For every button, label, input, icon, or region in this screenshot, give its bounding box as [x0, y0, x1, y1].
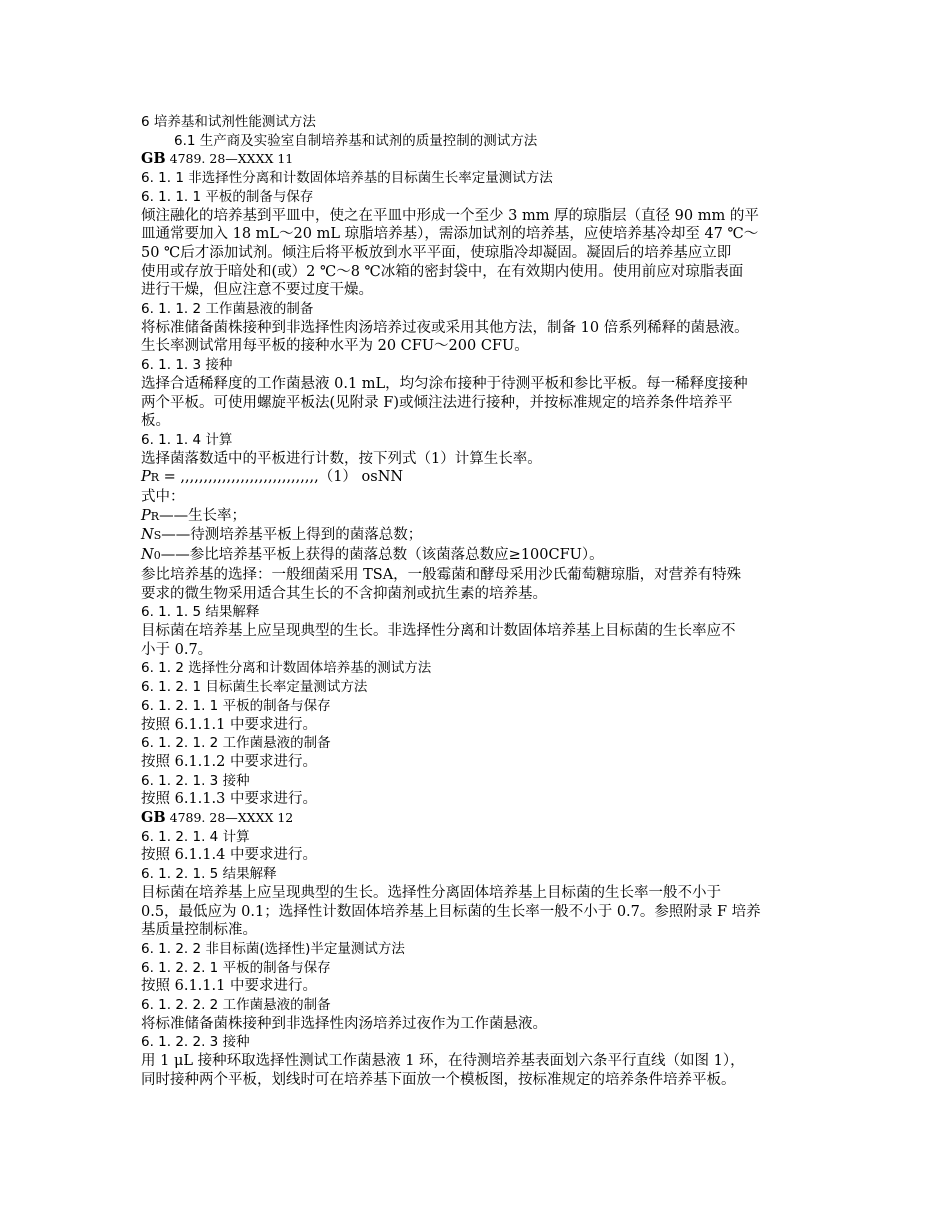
body-text-line: 皿通常要加入 18 mL～20 mL 琼脂培养基），需添加试剂的培养基，应使培养基冷却至 47 ℃～ [141, 226, 759, 243]
symbol-definition [141, 526, 809, 546]
symbol-subscript: R [150, 471, 160, 485]
body-text-line: 式中： [141, 489, 185, 506]
gb-label: GB [141, 150, 166, 168]
section-heading: 6. 1. 2. 1. 4 计算 [141, 828, 250, 845]
body-text-line: 按照 6.1.1.4 中要求进行。 [141, 847, 317, 864]
body-text-line: 要求的微生物采用适合其生长的不含抑菌剂或抗生素的培养基。 [141, 585, 547, 602]
body-text-line: 倾注融化的培养基到平皿中，使之在平皿中形成一个至少 3 mm 厚的琼脂层（直径 90 mm 的平 [141, 207, 759, 224]
body-text-line: 按照 6.1.1.1 中要求进行。 [141, 978, 317, 995]
body-text-line: 50 ℃后才添加试剂。倾注后将平板放到水平平面，使琼脂冷却凝固。凝固后的培养基应立即 [141, 244, 732, 261]
body-text-line: 进行干燥，但应注意不要过度干燥。 [141, 282, 373, 299]
body-text-line: 使用或存放于暗处和(或）2 ℃～8 ℃冰箱的密封袋中，在有效期内使用。使用前应对琼脂表面 [141, 263, 744, 280]
body-text-line: 同时接种两个平板，划线时可在培养基下面放一个模板图，按标准规定的培养条件培养平板。 [141, 1071, 736, 1088]
section-heading: 6. 1. 2. 1. 2 工作菌悬液的制备 [141, 735, 331, 752]
symbol-subscript: S [153, 529, 162, 543]
symbol-definition [141, 507, 809, 527]
symbol-subscript: R [150, 509, 160, 523]
symbol: N [141, 527, 154, 544]
line-text: ——生长率； [159, 507, 247, 524]
section-heading: 6. 1. 2. 1. 5 结果解释 [141, 866, 277, 883]
body-text-line: 按照 6.1.1.1 中要求进行。 [141, 716, 317, 733]
section-heading: 6. 1. 2. 1. 1 平板的制备与保存 [141, 697, 331, 714]
body-text-line: 基质量控制标准。 [141, 922, 257, 939]
section-heading: 6. 1. 2. 2 非目标菌(选择性)半定量测试方法 [141, 940, 405, 957]
body-text-line: 用 1 μL 接种环取选择性测试工作菌悬液 1 环，在待测培养基表面划六条平行直线（如图 1）， [141, 1053, 745, 1070]
section-heading: 6. 1. 1. 2 工作菌悬液的制备 [141, 301, 314, 318]
document-page [141, 113, 809, 1090]
symbol-subscript: 0 [153, 549, 161, 563]
section-heading: 6. 1. 2. 2. 3 接种 [141, 1034, 250, 1051]
section-heading: 6. 1. 1. 1 平板的制备与保存 [141, 188, 314, 205]
body-text-line: 将标准储备菌株接种到非选择性肉汤培养过夜作为工作菌悬液。 [141, 1015, 547, 1032]
formula-line [141, 468, 809, 488]
symbol: P [141, 507, 151, 524]
line-text: ——参比培养基平板上获得的菌落总数（该菌落总数应≥100CFU）。 [160, 547, 604, 564]
body-text-line: 按照 6.1.1.3 中要求进行。 [141, 791, 317, 808]
body-text-line: 将标准储备菌株接种到非选择性肉汤培养过夜或采用其他方法，制备 10 倍系列稀释的菌悬液。 [141, 319, 749, 336]
body-text-line: 目标菌在培养基上应呈现典型的生长。选择性分离固体培养基上目标菌的生长率一般不小于 [141, 884, 721, 901]
symbol: N [141, 547, 154, 564]
standard-number: 4789. 28—XXXX [165, 810, 278, 826]
page-header-code [141, 809, 809, 828]
standard-number: 4789. 28—XXXX [165, 151, 278, 167]
symbol: P [141, 469, 151, 486]
section-heading: 6. 1. 2. 2. 1 平板的制备与保存 [141, 959, 331, 976]
body-text-line: 按照 6.1.1.2 中要求进行。 [141, 753, 317, 770]
page-number: 11 [277, 151, 294, 167]
body-text-line: 0.5，最低应为 0.1；选择性计数固体培养基上目标菌的生长率一般不小于 0.7。参照附录 F 培养 [141, 903, 761, 920]
body-text-line: 目标菌在培养基上应呈现典型的生长。非选择性分离和计数固体培养基上目标菌的生长率应不 [141, 622, 736, 639]
body-text-line: 小于 0.7。 [141, 641, 213, 658]
symbol-definition [141, 546, 809, 566]
section-heading: 6. 1. 1. 4 计算 [141, 431, 233, 448]
section-heading: 6. 1. 1. 5 结果解释 [141, 604, 260, 621]
body-text-line: 选择合适稀释度的工作菌悬液 0.1 mL，均匀涂布接种于待测平板和参比平板。每一稀释度接种 [141, 375, 748, 392]
body-text-line: 生长率测试常用每平板的接种水平为 20 CFU～200 CFU。 [141, 338, 529, 355]
section-heading: 6. 1. 2 选择性分离和计数固体培养基的测试方法 [141, 660, 432, 677]
section-heading: 6.1 生产商及实验室自制培养基和试剂的质量控制的测试方法 [174, 132, 538, 149]
section-heading: 6. 1. 1 非选择性分离和计数固体培养基的目标菌生长率定量测试方法 [141, 170, 553, 187]
section-heading: 6 培养基和试剂性能测试方法 [141, 114, 316, 130]
section-heading: 6. 1. 1. 3 接种 [141, 357, 233, 374]
body-text-line: 选择菌落数适中的平板进行计数，按下列式（1）计算生长率。 [141, 450, 542, 467]
section-heading: 6. 1. 2. 1 目标菌生长率定量测试方法 [141, 679, 368, 696]
line-text: = ,,,,,,,,,,,,,,,,,,,,,,,,,,,,,,（1） osNN [159, 469, 404, 486]
page-header-code [141, 150, 809, 169]
body-text-line: 板。 [141, 413, 170, 430]
line-text: ——待测培养基平板上得到的菌落总数； [161, 527, 423, 544]
section-heading: 6. 1. 2. 2. 2 工作菌悬液的制备 [141, 997, 331, 1014]
page-number: 12 [277, 810, 294, 826]
body-text-line: 参比培养基的选择：一般细菌采用 TSA，一般霉菌和酵母采用沙氏葡萄糖琼脂，对营养有特殊 [141, 566, 742, 583]
section-heading: 6. 1. 2. 1. 3 接种 [141, 772, 250, 789]
gb-label: GB [141, 809, 166, 827]
body-text-line: 两个平板。可使用螺旋平板法(见附录 F)或倾注法进行接种，并按标准规定的培养条件培养平 [141, 394, 733, 411]
